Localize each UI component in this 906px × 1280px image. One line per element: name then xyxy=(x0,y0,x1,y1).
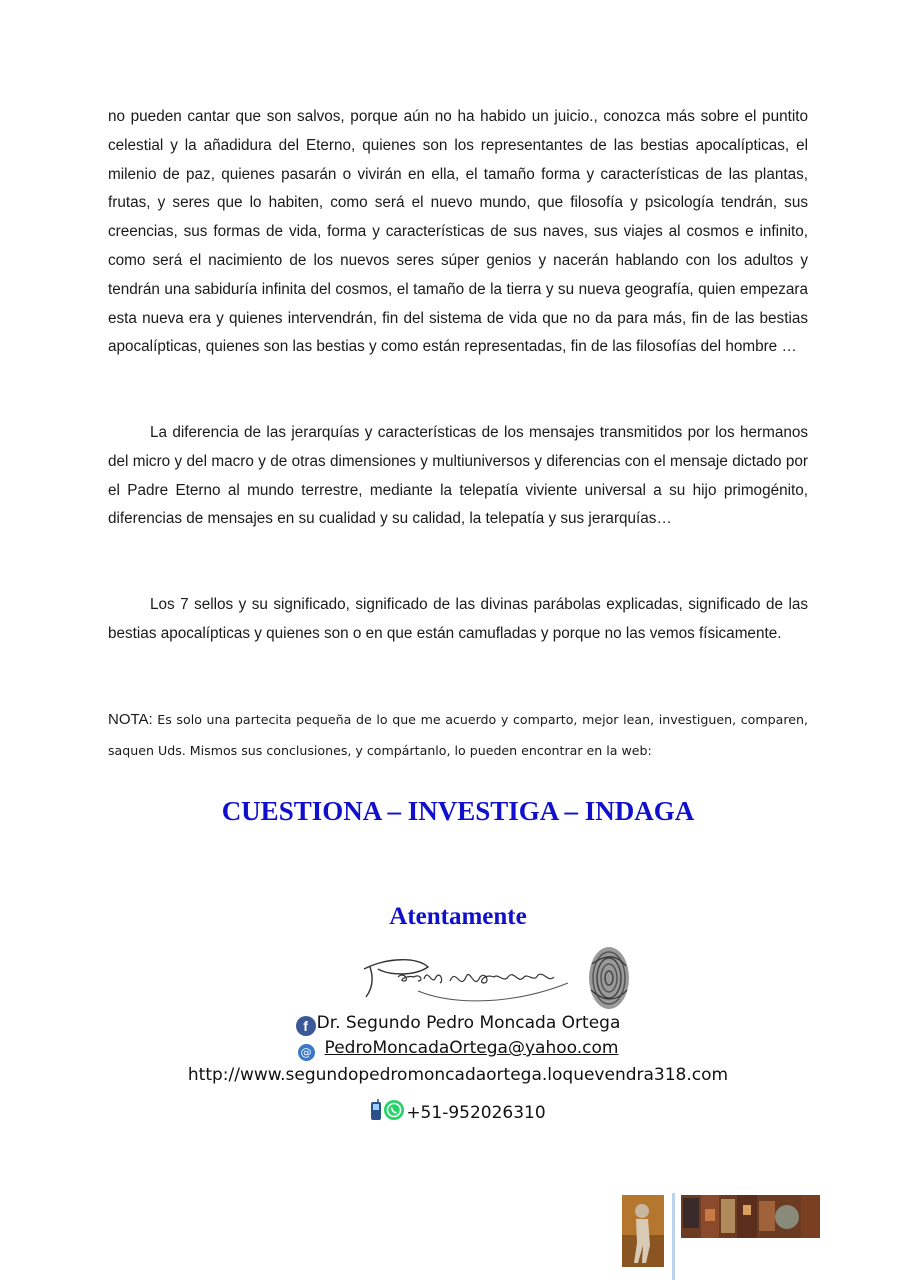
contact-email-line xyxy=(0,1038,906,1061)
mobile-phone-icon xyxy=(370,1099,382,1121)
note-text: Es solo una partecita pequeña de lo que me acuerdo y comparto, mejor lean, investiguen, comparen, saquen Uds. Mismos sus conclusiones, y compártanlo, lo pueden encontrar en la web: xyxy=(108,712,808,758)
fingerprint-image xyxy=(586,944,632,1012)
contact-phone-line xyxy=(0,1099,906,1123)
footer-collage-image xyxy=(681,1195,820,1238)
facebook-icon[interactable]: f xyxy=(296,1016,316,1036)
note-label: NOTA: xyxy=(108,711,153,728)
website-link[interactable]: http://www.segundopedromoncadaortega.loquevendra318.com xyxy=(187,1065,729,1085)
whatsapp-icon[interactable] xyxy=(383,1099,405,1121)
contact-name-line xyxy=(0,1013,906,1036)
headline: CUESTIONA – INVESTIGA – INDAGA xyxy=(221,796,695,826)
closing-text: Atentamente xyxy=(389,903,527,930)
email-link[interactable]: PedroMoncadaOrtega@yahoo.com xyxy=(324,1038,619,1058)
handwritten-signature xyxy=(358,947,573,1011)
email-icon: @ xyxy=(298,1044,315,1061)
footer-figure-image xyxy=(622,1195,664,1267)
contact-name: Dr. Segundo Pedro Moncada Ortega xyxy=(316,1013,621,1033)
contact-phone: +51-952026310 xyxy=(406,1103,546,1123)
note-paragraph xyxy=(108,704,808,766)
footer-divider xyxy=(672,1193,675,1280)
body-paragraph-2: La diferencia de las jerarquías y características de los mensajes transmitidos por los hermanos del micro y del macro y de otras dimensiones y multiuniversos y diferencias con el mensaje dictado por el Padre Eterno al mundo terrestre, mediante la telepatía viviente universal a su hijo primogénito, diferencias de mensajes en su cualidad y su calidad, la telepatía y sus jerarquías… xyxy=(108,424,808,528)
body-paragraph-3: Los 7 sellos y su significado, significado de las divinas parábolas explicadas, significado de las bestias apocalípticas y quienes son o en que están camufladas y porque no las vemos físicamente. xyxy=(108,596,808,642)
body-paragraph-1: no pueden cantar que son salvos, porque aún no ha habido un juicio., conozca más sobre el puntito celestial y la añadidura del Eterno, quienes son los representantes de las bestias apocalípticas, el milenio de paz, quienes pasarán o vivirán en ella, el tamaño forma y características de las plantas, frutas, y seres que lo habiten, como será el nuevo mundo, que filosofía y psicología tendrán, sus creencias, sus formas de vida, forma y características de sus naves, sus viajes al cosmos e infinito, como será el nacimiento de los nuevos seres súper genios y nacerán hablando con los adultos y tendrán una sabiduría infinita del cosmos, el tamaño de la tierra y su nueva geografía, quien empezara esta nueva era y quienes intervendrán, fin del sistema de vida que no da para más, fin de las bestias apocalípticas, quienes son las bestias y como están representadas, fin de las filosofías del hombre … xyxy=(108,108,808,356)
